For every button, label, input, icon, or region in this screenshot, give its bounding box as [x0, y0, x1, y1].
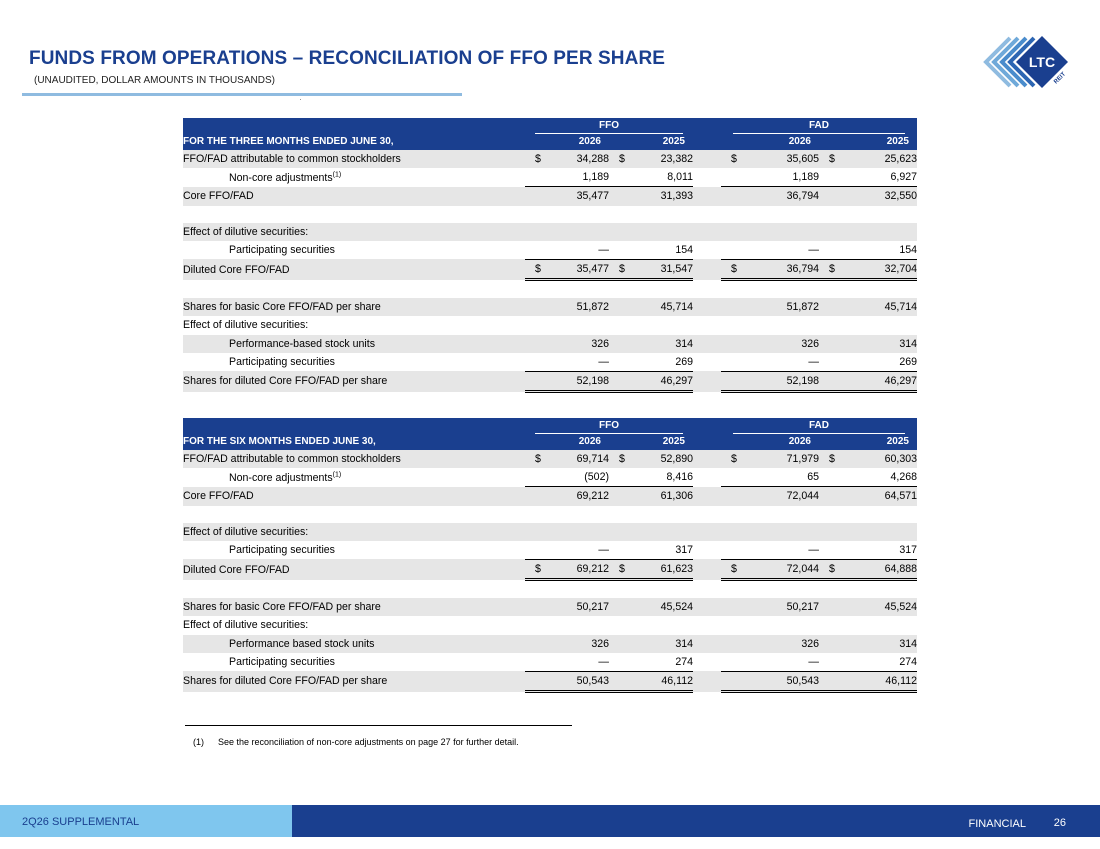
- row-label: Participating securities: [229, 244, 335, 257]
- year-header: 2026: [721, 434, 819, 450]
- spacer-row: [183, 206, 917, 223]
- table-row: [183, 635, 917, 653]
- three-months-table: [183, 118, 917, 393]
- cell-value: 45,714: [609, 298, 693, 316]
- cell-value: 45,524: [609, 598, 693, 616]
- table-row: [183, 468, 917, 487]
- cell-value: —: [525, 541, 609, 560]
- page-subtitle: (UNAUDITED, DOLLAR AMOUNTS IN THOUSANDS): [34, 75, 275, 86]
- table-row: [183, 616, 917, 634]
- table-row: [183, 298, 917, 316]
- cell-value: 61,306: [609, 487, 693, 506]
- cell-value: 45,714: [819, 298, 917, 316]
- table-row: [183, 353, 917, 372]
- cell-value: $ 69,714: [525, 450, 609, 468]
- row-label: Core FFO/FAD: [183, 187, 525, 206]
- footnote-divider: [185, 725, 572, 726]
- fad-group-header: FAD: [721, 418, 917, 434]
- cell-value: $ 52,890: [609, 450, 693, 468]
- cell-value: 46,112: [609, 671, 693, 691]
- cell-value: 50,543: [525, 671, 609, 691]
- cell-value: 4,268: [819, 468, 917, 487]
- cell-value: 72,044: [721, 487, 819, 506]
- table-row: [183, 168, 917, 187]
- cell-value: —: [525, 353, 609, 372]
- cell-value: 326: [525, 335, 609, 353]
- cell-value: 51,872: [721, 298, 819, 316]
- footnote-marker: (1): [193, 737, 204, 747]
- row-label: Effect of dilutive securities:: [183, 523, 525, 541]
- cell-value: 64,571: [819, 487, 917, 506]
- cell-value: 46,297: [609, 371, 693, 391]
- spacer-row: [183, 280, 917, 299]
- row-label: Non-core adjustments$^{(1)}$: [229, 171, 342, 184]
- footnote-text: See the reconciliation of non-core adjustments on page 27 for further detail.: [218, 737, 519, 747]
- row-label: Performance-based stock units: [183, 335, 525, 353]
- cell-value: $ 71,979: [721, 450, 819, 468]
- page-number: 26: [1053, 817, 1066, 829]
- cell-value: 1,189: [721, 168, 819, 187]
- row-label: Effect of dilutive securities:: [183, 223, 525, 241]
- cell-value: 269: [819, 353, 917, 372]
- cell-value: $ 31,547: [609, 259, 693, 279]
- cell-value: 314: [819, 335, 917, 353]
- cell-value: 46,112: [819, 671, 917, 691]
- cell-value: —: [721, 353, 819, 372]
- row-label: Performance based stock units: [183, 635, 525, 653]
- table-header-groups: [183, 418, 917, 434]
- cell-value: $ 23,382: [609, 150, 693, 168]
- row-label: Core FFO/FAD: [183, 487, 525, 506]
- cell-value: $ 69,212: [525, 559, 609, 579]
- table-header-years: [183, 434, 917, 450]
- cell-value: 45,524: [819, 598, 917, 616]
- row-label: Shares for basic Core FFO/FAD per share: [183, 298, 525, 316]
- cell-value: 50,217: [525, 598, 609, 616]
- cell-value: 274: [819, 653, 917, 672]
- cell-value: $ 61,623: [609, 559, 693, 579]
- cell-value: 326: [721, 635, 819, 653]
- cell-value: 314: [609, 335, 693, 353]
- table-row: [183, 241, 917, 260]
- row-label: Diluted Core FFO/FAD: [183, 559, 525, 579]
- table-row: [183, 259, 917, 279]
- cell-value: $ 72,044: [721, 559, 819, 579]
- cell-value: 51,872: [525, 298, 609, 316]
- cell-value: 314: [609, 635, 693, 653]
- fad-group-header: FAD: [721, 118, 917, 134]
- table-row: [183, 487, 917, 506]
- cell-value: 8,011: [609, 168, 693, 187]
- cell-value: —: [721, 541, 819, 560]
- table-row: [183, 371, 917, 391]
- table-row: [183, 598, 917, 616]
- footer-left-band: [0, 805, 292, 837]
- spacer-row: [183, 580, 917, 599]
- table-row: [183, 335, 917, 353]
- cell-value: $ 34,288: [525, 150, 609, 168]
- cell-value: 65: [721, 468, 819, 487]
- table-row: [183, 450, 917, 468]
- row-label: Participating securities: [229, 356, 335, 369]
- year-header: 2026: [525, 434, 609, 450]
- cell-value: 69,212: [525, 487, 609, 506]
- year-header: 2026: [525, 134, 609, 150]
- cell-value: 154: [819, 241, 917, 260]
- period-heading: FOR THE THREE MONTHS ENDED JUNE 30,: [183, 134, 525, 150]
- cell-value: 32,550: [819, 187, 917, 206]
- cell-value: 269: [609, 353, 693, 372]
- logo-text: LTC: [1028, 54, 1056, 70]
- table-header-groups: [183, 118, 917, 134]
- title-underline: [22, 93, 462, 96]
- cell-value: 36,794: [721, 187, 819, 206]
- cell-value: 154: [609, 241, 693, 260]
- cell-value: 6,927: [819, 168, 917, 187]
- table-row: [183, 223, 917, 241]
- footer-supplemental-label: 2Q26 SUPPLEMENTAL: [22, 816, 140, 828]
- row-label: Shares for basic Core FFO/FAD per share: [183, 598, 525, 616]
- stray-dot: [300, 99, 301, 100]
- footnote: [193, 737, 519, 747]
- year-header: 2025: [609, 134, 693, 150]
- table-row: [183, 653, 917, 672]
- cell-value: 50,543: [721, 671, 819, 691]
- ffo-group-header: FFO: [525, 118, 693, 134]
- cell-value: 52,198: [721, 371, 819, 391]
- year-header: 2025: [609, 434, 693, 450]
- cell-value: 35,477: [525, 187, 609, 206]
- cell-value: 8,416: [609, 468, 693, 487]
- row-label: Shares for diluted Core FFO/FAD per share: [183, 371, 525, 391]
- row-label: Diluted Core FFO/FAD: [183, 259, 525, 279]
- cell-value: $ 35,605: [721, 150, 819, 168]
- table-row: [183, 150, 917, 168]
- cell-value: 31,393: [609, 187, 693, 206]
- row-label: Participating securities: [229, 544, 335, 557]
- cell-value: 317: [609, 541, 693, 560]
- row-label: FFO/FAD attributable to common stockholders: [183, 450, 525, 468]
- cell-value: 326: [525, 635, 609, 653]
- table-row: [183, 541, 917, 560]
- logo-subtext: REIT: [1053, 71, 1068, 86]
- ltc-reit-logo: [980, 32, 1075, 102]
- cell-value: —: [721, 241, 819, 260]
- cell-value: 50,217: [721, 598, 819, 616]
- cell-value: $ 36,794: [721, 259, 819, 279]
- spacer-row: [183, 506, 917, 523]
- cell-value: 274: [609, 653, 693, 672]
- row-label: Shares for diluted Core FFO/FAD per share: [183, 671, 525, 691]
- row-label: FFO/FAD attributable to common stockholders: [183, 150, 525, 168]
- table-header-years: [183, 134, 917, 150]
- cell-value: —: [721, 653, 819, 672]
- table-row: [183, 187, 917, 206]
- row-label: Effect of dilutive securities:: [183, 319, 309, 332]
- cell-value: 52,198: [525, 371, 609, 391]
- ffo-group-header: FFO: [525, 418, 693, 434]
- cell-value: 46,297: [819, 371, 917, 391]
- table-row: [183, 316, 917, 334]
- table-row: [183, 523, 917, 541]
- cell-value: $ 32,704: [819, 259, 917, 279]
- cell-value: $ 35,477: [525, 259, 609, 279]
- year-header: 2025: [819, 134, 917, 150]
- footer-section-label: FINANCIAL: [968, 818, 1026, 830]
- six-months-table: [183, 418, 917, 693]
- period-heading: FOR THE SIX MONTHS ENDED JUNE 30,: [183, 434, 525, 450]
- row-label: Effect of dilutive securities:: [183, 619, 309, 632]
- year-header: 2026: [721, 134, 819, 150]
- cell-value: 317: [819, 541, 917, 560]
- table-row: [183, 671, 917, 691]
- cell-value: —: [525, 653, 609, 672]
- cell-value: (502): [525, 468, 609, 487]
- cell-value: $ 64,888: [819, 559, 917, 579]
- cell-value: 1,189: [525, 168, 609, 187]
- cell-value: —: [525, 241, 609, 260]
- cell-value: $ 60,303: [819, 450, 917, 468]
- footer-right-band: [292, 805, 1100, 837]
- row-label: Non-core adjustments$^{(1)}$: [229, 471, 342, 484]
- table-row: [183, 559, 917, 579]
- page-title: FUNDS FROM OPERATIONS – RECONCILIATION OF FFO PER SHARE: [29, 48, 666, 69]
- cell-value: $ 25,623: [819, 150, 917, 168]
- cell-value: 326: [721, 335, 819, 353]
- row-label: Participating securities: [229, 656, 335, 669]
- cell-value: 314: [819, 635, 917, 653]
- year-header: 2025: [819, 434, 917, 450]
